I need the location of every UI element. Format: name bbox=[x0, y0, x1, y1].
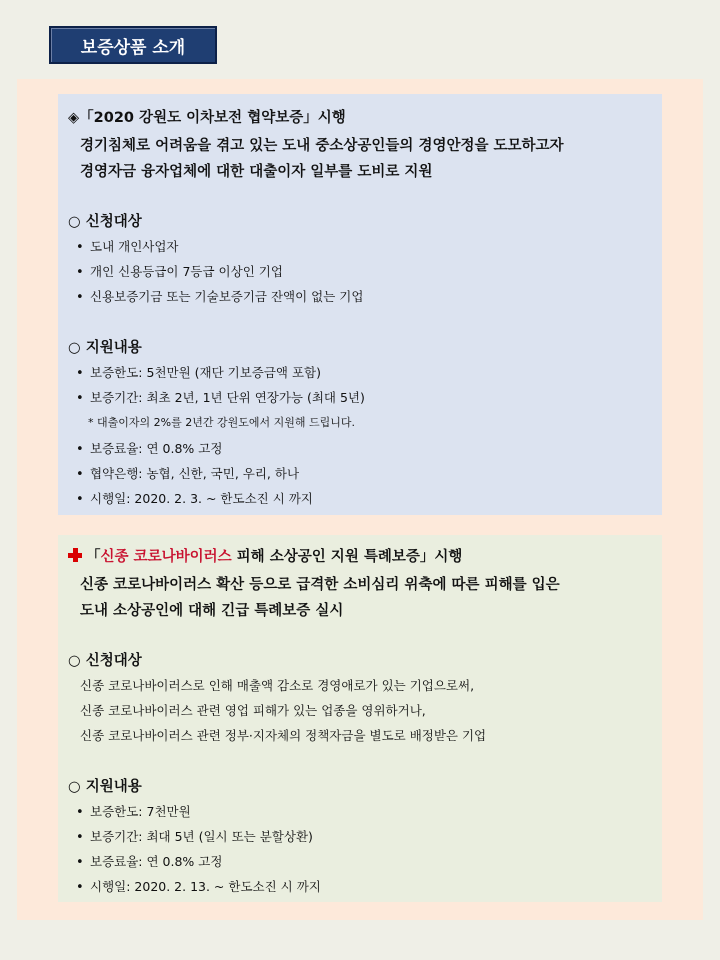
page-title: 보증상품 소개 bbox=[49, 26, 217, 64]
section2-title: 「신종 코로나바이러스 피해 소상공인 지원 특례보증」시행 bbox=[68, 545, 462, 566]
eligibility-line: 신종 코로나바이러스 관련 정부·지자체의 정책자금을 별도로 배정받은 기업 bbox=[80, 728, 487, 743]
bullet-icon: • bbox=[76, 366, 84, 381]
list-item: • 보증료율: 연 0.8% 고정 bbox=[76, 854, 223, 870]
bullet-icon: • bbox=[76, 265, 84, 280]
list-item: • 신용보증기금 또는 기술보증기금 잔액이 없는 기업 bbox=[76, 289, 364, 305]
eligibility-line: 신종 코로나바이러스 관련 영업 피해가 있는 업종을 영위하거나, bbox=[80, 703, 426, 718]
section1-eligibility-heading: ○ 신청대상 bbox=[68, 214, 142, 230]
section2-desc-line: 신종 코로나바이러스 확산 등으로 급격한 소비심리 위축에 따른 피해를 입은 bbox=[80, 577, 560, 593]
bullet-icon: • bbox=[76, 880, 84, 895]
bullet-icon: • bbox=[76, 442, 84, 457]
section-corona-guarantee bbox=[58, 535, 662, 902]
bullet-icon: • bbox=[76, 830, 84, 845]
bullet-icon: • bbox=[76, 492, 84, 507]
section1-desc-line: 경영자금 융자업체에 대한 대출이자 일부를 도비로 지원 bbox=[80, 164, 433, 180]
red-cross-icon bbox=[68, 548, 82, 562]
support-note: * 대출이자의 2%를 2년간 강원도에서 지원해 드립니다. bbox=[88, 416, 355, 429]
bullet-icon: • bbox=[76, 240, 84, 255]
list-item: • 도내 개인사업자 bbox=[76, 239, 179, 255]
section2-support-heading: ○ 지원내용 bbox=[68, 779, 142, 795]
section-gangwon-guarantee bbox=[58, 94, 662, 515]
bullet-icon: • bbox=[76, 855, 84, 870]
section1-support-heading: ○ 지원내용 bbox=[68, 340, 142, 356]
section1-desc-line: 경기침체로 어려움을 겪고 있는 도내 중소상공인들의 경영안정을 도모하고자 bbox=[80, 138, 564, 154]
bullet-icon: • bbox=[76, 805, 84, 820]
bullet-icon: • bbox=[76, 467, 84, 482]
section2-desc-line: 도내 소상공인에 대해 긴급 특례보증 실시 bbox=[80, 603, 344, 619]
title-highlight: 신종 코로나바이러스 bbox=[100, 549, 232, 565]
eligibility-line: 신종 코로나바이러스로 인해 매출액 감소로 경영애로가 있는 기업으로써, bbox=[80, 678, 475, 693]
list-item: • 시행일: 2020. 2. 13. ~ 한도소진 시 까지 bbox=[76, 879, 321, 895]
list-item: • 보증한도: 7천만원 bbox=[76, 804, 191, 820]
list-item: • 보증기간: 최대 5년 (일시 또는 분할상환) bbox=[76, 829, 313, 845]
section1-title: ◈「2020 강원도 이차보전 협약보증」시행 bbox=[68, 110, 346, 126]
bullet-icon: • bbox=[76, 391, 84, 406]
list-item: • 보증기간: 최초 2년, 1년 단위 연장가능 (최대 5년) bbox=[76, 390, 365, 406]
diamond-icon: ◈ bbox=[68, 110, 80, 126]
list-item: • 보증료율: 연 0.8% 고정 bbox=[76, 441, 223, 457]
list-item: • 시행일: 2020. 2. 3. ~ 한도소진 시 까지 bbox=[76, 491, 313, 507]
list-item: • 개인 신용등급이 7등급 이상인 기업 bbox=[76, 264, 283, 280]
section2-eligibility-heading: ○ 신청대상 bbox=[68, 653, 142, 669]
list-item: • 협약은행: 농협, 신한, 국민, 우리, 하나 bbox=[76, 466, 300, 482]
bullet-icon: • bbox=[76, 290, 84, 305]
list-item: • 보증한도: 5천만원 (재단 기보증금액 포함) bbox=[76, 365, 322, 381]
